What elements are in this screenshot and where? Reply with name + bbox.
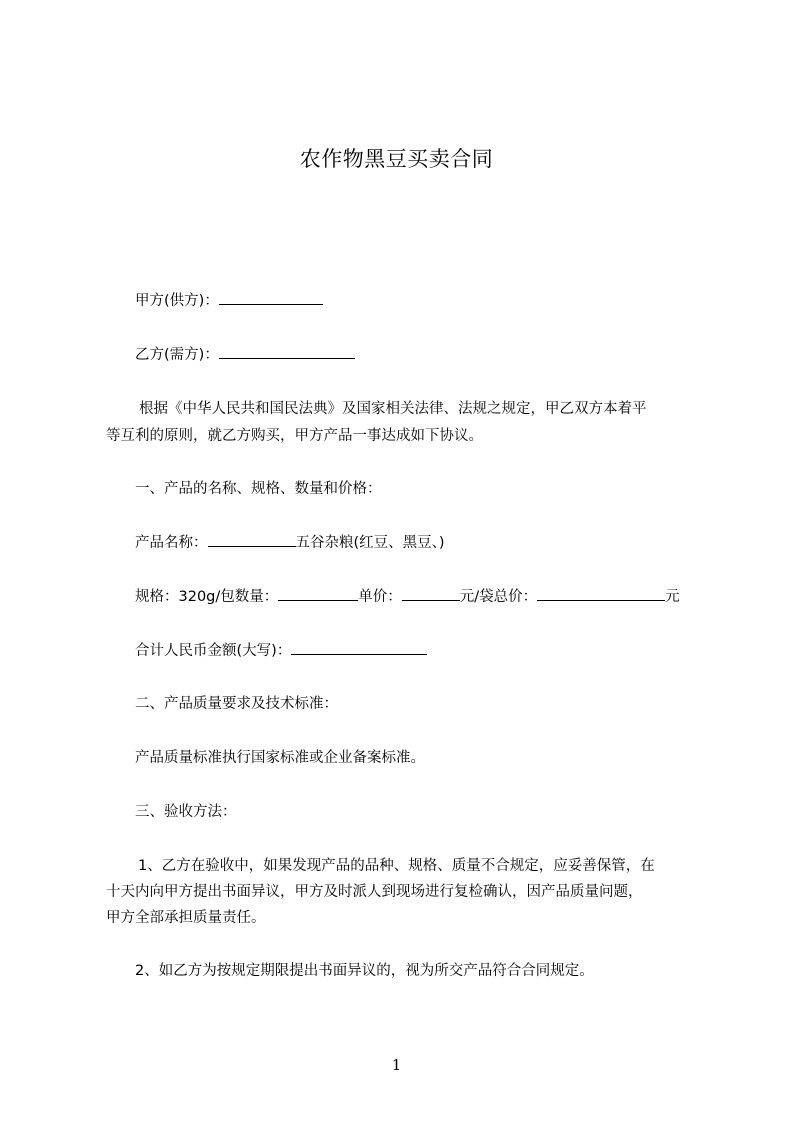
spec-label: 规格：320g/包数量： [135, 589, 279, 605]
party-a-blank [219, 290, 323, 305]
quality-text: 产品质量标准执行国家标准或企业备案标准。 [135, 750, 425, 766]
spec-line [135, 586, 680, 607]
party-b-label: 乙方(需方)： [135, 347, 219, 363]
party-a-label: 甲方(供方)： [135, 293, 219, 309]
section3-heading: 三、验收方法： [135, 804, 237, 820]
acceptance1-line-3: 甲方全部承担质量责任。 [106, 910, 266, 926]
unit-price-blank [402, 586, 460, 601]
acceptance1-line-2: 十天内向甲方提出书面异议，甲方及时派人到现场进行复检确认，因产品质量问题， [106, 884, 643, 900]
product-name-value: 五谷杂粮(红豆、黑豆、) [295, 535, 445, 551]
total-price-blank [537, 586, 665, 601]
page-number: 1 [391, 1056, 402, 1074]
document-title: 农作物黑豆买卖合同 [299, 147, 494, 171]
product-name-blank [208, 532, 296, 547]
acceptance1-line-1: 1、乙方在验收中，如果发现产品的品种、规格、质量不合规定，应妥善保管，在 [138, 858, 655, 874]
intro-line-1: 根据《中华人民共和国民法典》及国家相关法律、法规之规定，甲乙双方本着平 [139, 401, 647, 417]
party-b-blank [219, 344, 355, 359]
acceptance2: 2、如乙方为按规定期限提出书面异议的，视为所交产品符合合同规定。 [135, 963, 594, 979]
product-name-line [135, 532, 445, 553]
currency-suffix: 元 [665, 589, 680, 605]
total-rmb-line [135, 640, 427, 661]
quantity-blank [278, 586, 358, 601]
unit-label: 元/袋总价： [459, 589, 538, 605]
party-b-line [135, 344, 355, 365]
product-name-label: 产品名称： [135, 535, 208, 551]
section2-heading: 二、产品质量要求及技术标准： [135, 696, 338, 712]
section1-heading: 一、产品的名称、规格、数量和价格： [135, 481, 382, 497]
party-a-line [135, 290, 323, 311]
total-rmb-label: 合计人民币金额(大写)： [135, 643, 292, 659]
intro-line-2: 等互利的原则，就乙方购买，甲方产品一事达成如下协议。 [106, 428, 483, 444]
total-rmb-blank [291, 640, 427, 655]
unit-price-label: 单价： [358, 589, 402, 605]
